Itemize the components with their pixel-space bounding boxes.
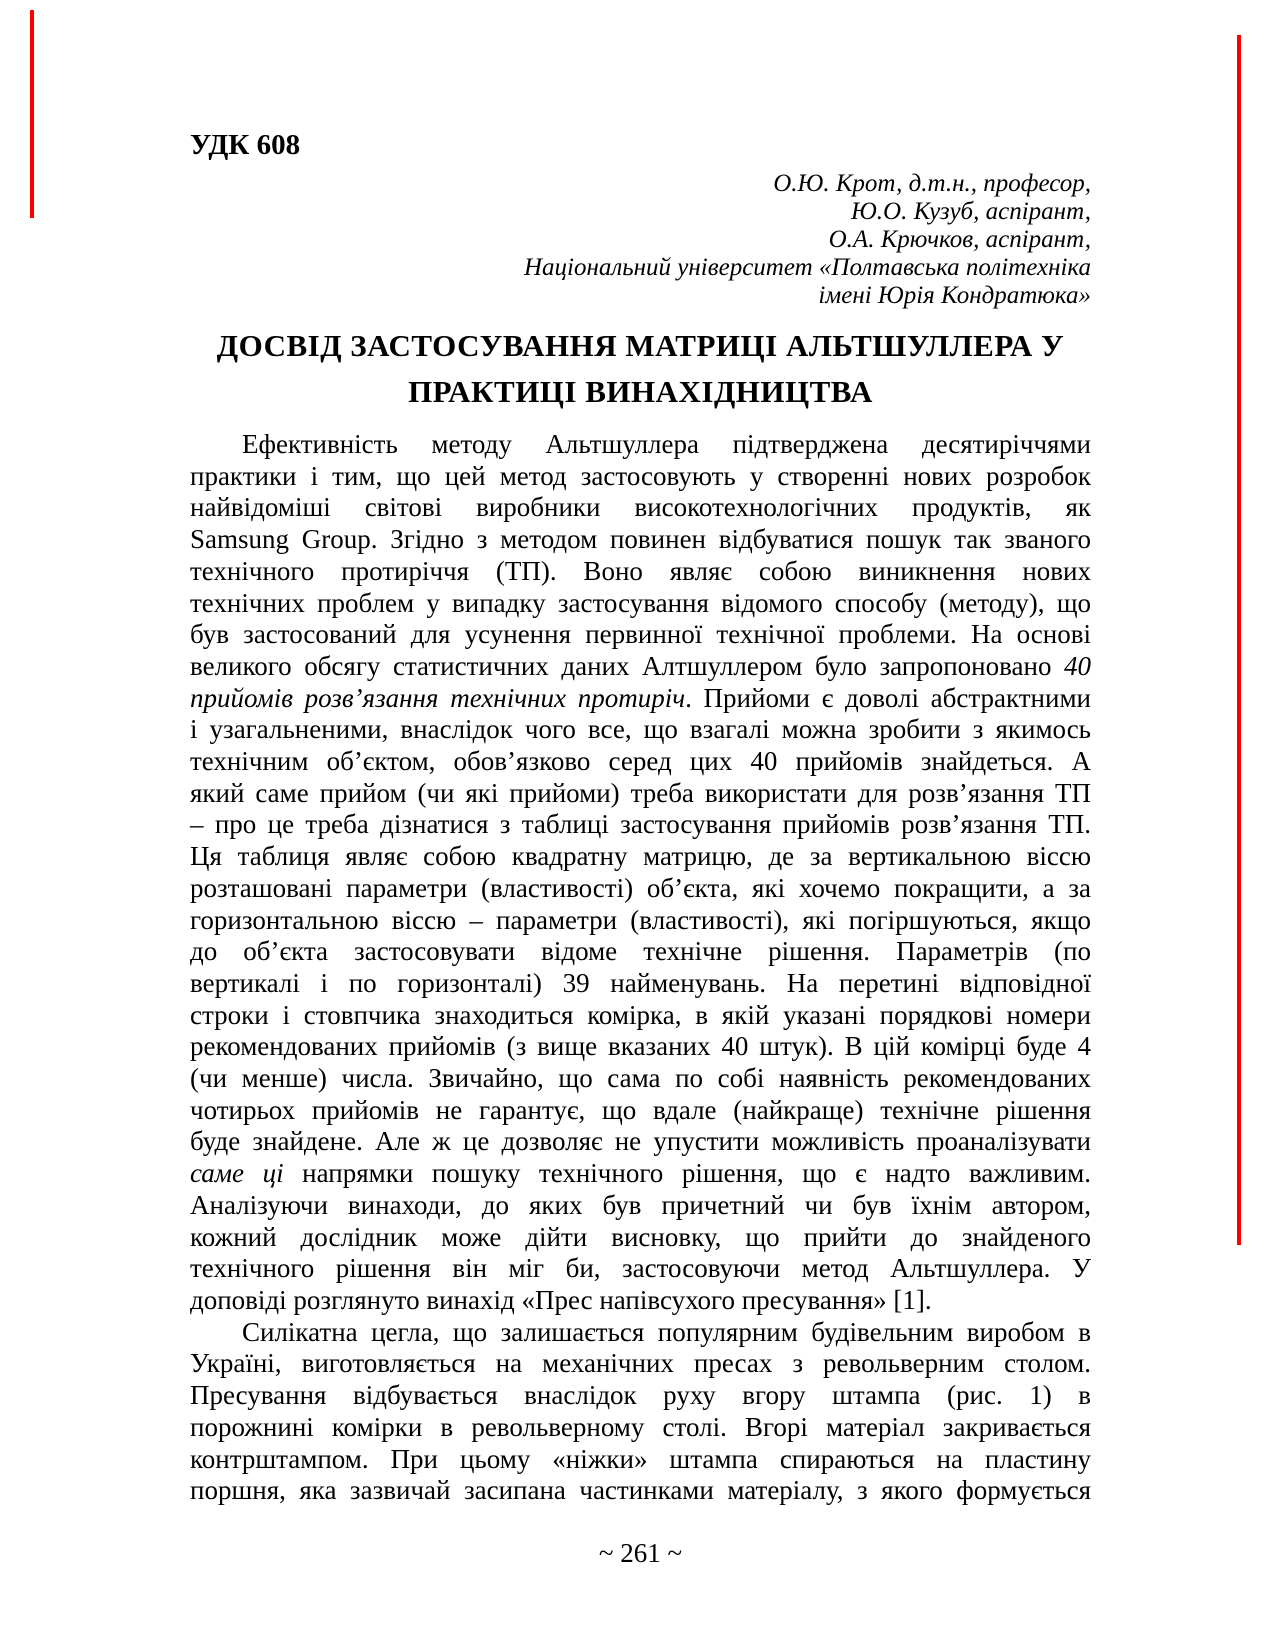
body-line	[190, 1126, 1091, 1158]
body-line	[190, 1348, 1091, 1380]
body-line	[190, 873, 1091, 905]
text-run: Пресування відбувається внаслідок руху вгору штампа (рис. 1) в	[190, 1380, 1091, 1411]
body-line	[190, 1000, 1091, 1032]
text-run: вертикалі і по горизонталі) 39 найменувань. На перетині відповідної	[190, 967, 1091, 998]
text-run: горизонтальною віссю – параметри (властивості), які погіршуються, якщо	[190, 904, 1091, 935]
author-line: О.А. Крючков, аспірант,	[828, 226, 1091, 253]
body-line	[190, 936, 1091, 968]
text-run: був застосований для усунення первинної технічної проблеми. На основі	[190, 619, 1091, 650]
text-run: Ця таблиця являє собою квадратну матрицю, де за вертикальною віссю	[190, 841, 1091, 872]
text-run: строки і стовпчика знаходиться комірка, в якій указані порядкові номери	[190, 999, 1091, 1030]
body-line	[190, 556, 1091, 588]
text-run: до об’єкта застосовувати відоме технічне рішення. Параметрів (по	[190, 936, 1091, 967]
body-line	[190, 1380, 1091, 1412]
text-run: кожний дослідник може дійти висновку, що прийти до знайденого	[190, 1221, 1091, 1252]
body-line	[190, 714, 1091, 746]
author-line: Ю.О. Кузуб, аспірант,	[850, 198, 1091, 225]
text-run: поршня, яка зазвичай засипана частинками матеріалу, з якого формується	[190, 1475, 1091, 1506]
body-line	[190, 588, 1091, 620]
text-run: порожнині комірки в револьверному столі. Вгорі матеріал закривається	[190, 1411, 1091, 1442]
text-run: технічного протиріччя (ТП). Воно являє собою виникнення нових	[190, 555, 1091, 586]
text-run: практики і тим, що цей метод застосовують у створенні нових розробок	[190, 460, 1091, 491]
text-run: великого обсягу статистичних даних Алтшуллером було запропоновано	[190, 650, 1064, 681]
body-line	[190, 746, 1091, 778]
body-line	[190, 1095, 1091, 1127]
text-run: (чи менше) числа. Звичайно, що сама по собі наявність рекомендованих	[190, 1063, 1091, 1094]
body	[190, 429, 1091, 1507]
body-line	[190, 1253, 1091, 1285]
text-run: Samsung Group. Згідно з методом повинен відбуватися пошук так званого	[190, 524, 1091, 555]
title-line: ПРАКТИЦІ ВИНАХІДНИЦТВА	[408, 374, 873, 409]
author-block	[190, 170, 1091, 310]
text-run: контрштампом. При цьому «ніжки» штампа спираються на пластину	[190, 1443, 1091, 1474]
text-run: . Прийоми є доволі абстрактними	[685, 682, 1091, 713]
udc-code: УДК 608	[190, 129, 301, 161]
body-line	[190, 1475, 1091, 1507]
text-run: технічного рішення він міг би, застосовуючи метод Альтшуллера. У	[190, 1253, 1091, 1284]
text-run: технічних проблем у випадку застосування відомого способу (методу), що	[190, 587, 1091, 618]
author-line: імені Юрія Кондратюка»	[818, 282, 1091, 309]
scan-mark-right	[1237, 35, 1241, 1245]
body-line	[190, 1190, 1091, 1222]
text-run: який саме прийом (чи які прийоми) треба використати для розв’язання ТП	[190, 777, 1091, 808]
text-run: технічним об’єктом, обов’язково серед цих 40 прийомів знайдеться. А	[190, 746, 1091, 777]
scan-mark-left	[30, 10, 34, 218]
text-run: Ефективність методу Альтшуллера підтверджена десятиріччями	[242, 429, 1091, 459]
body-line	[190, 683, 1091, 715]
body-line	[190, 1317, 1091, 1349]
text-run: доповіді розглянуто винахід «Прес напівсухого пресування» [1].	[190, 1284, 932, 1315]
body-line	[190, 619, 1091, 651]
italic-run: саме ці	[190, 1158, 284, 1189]
body-line	[190, 1412, 1091, 1444]
italic-run: прийомів розв’язання технічних протиріч	[190, 682, 686, 713]
page-number: ~ 261 ~	[598, 1538, 683, 1568]
body-line	[190, 461, 1091, 493]
body-line	[190, 1031, 1091, 1063]
body-line	[190, 1222, 1091, 1254]
body-line	[190, 841, 1091, 873]
text-run: найвідоміші світові виробники високотехнологічних продуктів, як	[190, 492, 1091, 523]
author-line: О.Ю. Крот, д.т.н., професор,	[773, 170, 1091, 197]
text-run: рекомендованих прийомів (з вище вказаних 40 штук). В цій комірці буде 4	[190, 1031, 1091, 1062]
body-line	[190, 492, 1091, 524]
body-line	[190, 1444, 1091, 1476]
text-run: напрямки пошуку технічного рішення, що є надто важливим.	[283, 1158, 1091, 1189]
body-line	[190, 968, 1091, 1000]
body-line	[190, 524, 1091, 556]
text-run: і узагальненими, внаслідок чого все, що взагалі можна зробити з якимось	[190, 714, 1091, 745]
text-run: Аналізуючи винаходи, до яких був причетний чи був їхнім автором,	[190, 1189, 1091, 1220]
text-run: буде знайдене. Але ж це дозволяє не упустити можливість проаналізувати	[190, 1126, 1091, 1157]
body-line	[190, 429, 1091, 461]
title-line: ДОСВІД ЗАСТОСУВАННЯ МАТРИЦІ АЛЬТШУЛЛЕРА У	[216, 328, 1065, 363]
body-line	[190, 1158, 1091, 1190]
body-line	[190, 905, 1091, 937]
text-run: Силікатна цегла, що залишається популярним будівельним виробом в	[242, 1316, 1091, 1347]
body-line	[190, 1285, 1091, 1317]
text-run: розташовані параметри (властивості) об’єкта, які хочемо покращити, а за	[190, 872, 1091, 903]
body-line	[190, 778, 1091, 810]
text-run: Україні, виготовляється на механічних пресах з револьверним столом.	[190, 1348, 1091, 1379]
italic-run: 40	[1064, 650, 1091, 681]
body-line	[190, 651, 1091, 683]
body-line	[190, 1063, 1091, 1095]
author-line: Національний університет «Полтавська політехніка	[523, 254, 1091, 281]
article-title	[190, 323, 1091, 415]
body-line	[190, 809, 1091, 841]
text-run: чотирьох прийомів не гарантує, що вдале (найкраще) технічне рішення	[190, 1094, 1091, 1125]
text-run: – про це треба дізнатися з таблиці застосування прийомів розв’язання ТП.	[190, 809, 1091, 840]
